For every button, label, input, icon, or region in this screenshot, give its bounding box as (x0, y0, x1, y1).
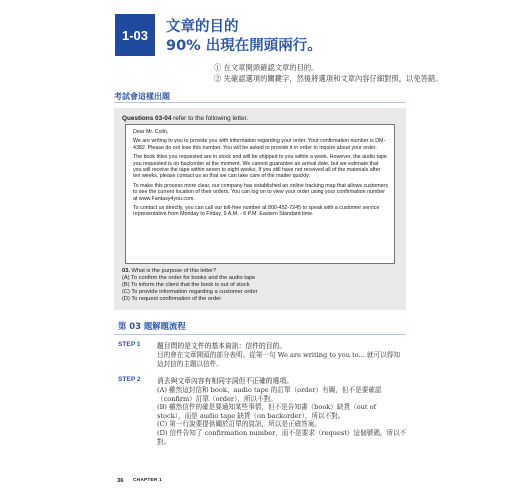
question-reference-text: refer to the following letter. (171, 115, 249, 122)
solution-divider (114, 334, 406, 335)
step-2-body (157, 386, 407, 446)
letter-paragraph-3: To make this process more clear, our company has established an online tracking map that allows customers to see the current location of their orders. You can log on to view your order using your confirmation number at www.Fantasy4you.com. (133, 182, 388, 202)
step-2-line-2: （confirm）訂單（order），所以不對。 (157, 394, 277, 403)
step-2-line-1: (A) 雖然這封信和 book、audio tape 的訂單（order）有關，但不是要確認 (157, 386, 382, 394)
option-a: (A) To confirm the order for books and the audio tape (122, 275, 256, 282)
tips-list (214, 62, 443, 84)
step-2-line-4: stock），而是 audio tape 缺貨（on backorder），所以不對。 (157, 411, 345, 420)
page-title-line-2: 90% 出現在開頭兩行。 (166, 38, 322, 54)
question-number: 03. (122, 268, 130, 274)
step-2-line-6: (D) 信件告知了 confirmation number，而不是要求（request）這個號碼，所以不 (157, 428, 407, 437)
question-set-reference (122, 115, 248, 122)
unit-number-badge: 1-03 (115, 14, 155, 56)
letter-paragraph-2: The book titles you requested are in stock and will be shipped to you within a week. However, the audio tape you requested is on backorder at the moment. We cannot guarantee an arrival date, but we estimate that you will receive the tape within seven to eight weeks. If you still have not received all of the materials after ten weeks, please contact us so that we can take care of the matter quickly. (133, 154, 387, 180)
page-title-line-1: 文章的目的 (166, 19, 239, 35)
tip-1: ① 在文章開頭確認文章的目的。 (214, 63, 319, 72)
step-2-line-7: 對。 (157, 437, 171, 446)
option-c: (C) To provide information regarding a customer order (122, 289, 258, 296)
step-1-title: 題目問的是文件的基本資訊：信件的目的。 (157, 342, 287, 350)
question-range: Questions 03-04 (122, 115, 172, 122)
step-1-line-2: 這封信的主題以信件。 (157, 359, 223, 368)
step-2-line-3: (B) 雖然信件的確是要通知某些事情，但不是告知書（book）缺貨（out of (157, 403, 377, 412)
step-1-label: STEP 1 (118, 341, 141, 348)
option-b: (B) To inform the client that the book is out of stock (122, 282, 250, 289)
question-stem (122, 268, 258, 275)
letter-box (125, 124, 395, 264)
question-text: What is the purpose of this letter? (129, 268, 217, 274)
tip-2: ② 先確認選項的關鍵字，然後將選項和文章內容仔細對照，以免答錯。 (214, 74, 443, 83)
solution-heading: 第 03 題解題流程 (118, 321, 186, 331)
step-1-body (157, 351, 407, 368)
letter-paragraph-1: We are writing to you to provide you with information regarding your order. Your confirmation number is DM-4382. Please do not lose this number. You will be asked to provide it in order to inquire about your order. (133, 138, 386, 151)
letter-salutation: Dear Mr. Colin, (133, 129, 169, 135)
step-2-label: STEP 2 (118, 376, 141, 383)
option-d: (D) To request confirmation of the order (122, 296, 222, 303)
question-block (122, 268, 258, 303)
section-divider (114, 102, 406, 103)
letter-paragraph-4: To contact us directly, you can call our toll-free number at 800-452-7245 to speak with a customer service representative from Monday to Friday, 9 A.M. - 6 P.M. Eastern Standard time. (133, 205, 380, 218)
step-2-title: 消去與文章內容有相同字詞但不正確的選項。 (157, 377, 293, 385)
step-1-line-1: 目的會在文章開頭的部分表明。從第一句 We are writing to you to... 就可以得知 (157, 351, 400, 359)
section-heading: 考試會這樣出題 (114, 92, 170, 101)
step-2-line-5: (C) 第一行說要提供關於訂單的資訊，所以是正確答案。 (157, 420, 321, 429)
page-number: 36 (117, 478, 124, 484)
chapter-label: CHAPTER 1 (133, 478, 162, 483)
